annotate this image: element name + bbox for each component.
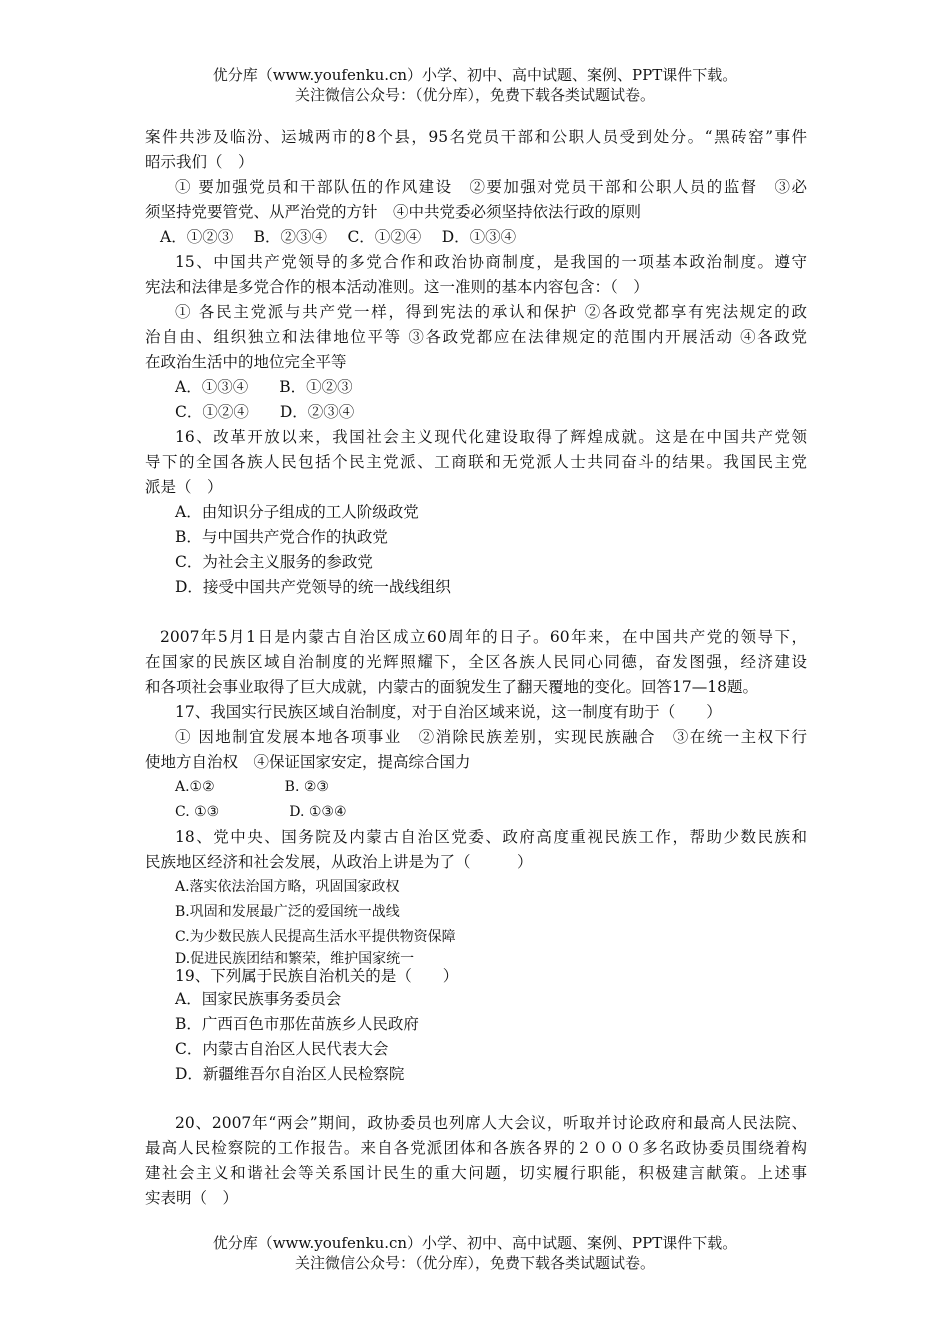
q17-answer-cd: C. ①③ D. ①③④ xyxy=(175,804,347,820)
q18-stem-line-1: 18、党中央、国务院及内蒙古自治区党委、政府高度重视民族工作，帮助少数民族和 xyxy=(175,828,807,846)
q16-option-b: B．与中国共产党合作的执政党 xyxy=(175,528,388,546)
passage-line-1: 2007年5月1日是内蒙古自治区成立60周年的日子。60年来，在中国共产党的领导下， xyxy=(160,628,807,646)
q20-stem-line-4: 实表明（ ） xyxy=(145,1189,239,1207)
q16-option-a: A．由知识分子组成的工人阶级政党 xyxy=(175,503,419,521)
q19-option-d: D．新疆维吾尔自治区人民检察院 xyxy=(175,1065,405,1083)
q15-options-line-1: ① 各民主党派与共产党一样，得到宪法的承认和保护 ②各政党都享有宪法规定的政 xyxy=(175,303,807,321)
q15-stem-line-2: 宪法和法律是多党合作的根本活动准则。这一准则的基本内容包含：（ ） xyxy=(145,278,649,296)
q20-stem-line-3: 建社会主义和谐社会等关系国计民生的重大问题，切实履行职能，积极建言献策。上述事 xyxy=(145,1164,807,1182)
q16-stem-line-2: 导下的全国各族人民包括个民主党派、工商联和无党派人士共同奋斗的结果。我国民主党 xyxy=(145,453,807,471)
q16-stem-line-3: 派是（ ） xyxy=(145,478,223,496)
q15-options-line-2: 治自由、组织独立和法律地位平等 ③各政党都应在法律规定的范围内开展活动 ④各政党 xyxy=(145,328,807,346)
q17-stem: 17、我国实行民族区域自治制度，对于自治区域来说，这一制度有助于（ ） xyxy=(175,703,722,721)
q14-stem-line-2: 昭示我们（ ） xyxy=(145,153,254,171)
q15-stem-line-1: 15、中国共产党领导的多党合作和政治协商制度，是我国的一项基本政治制度。遵守 xyxy=(175,253,807,271)
q14-stem-line-1: 案件共涉及临汾、运城两市的8个县，95名党员干部和公职人员受到处分。“黑砖窑”事件 xyxy=(145,128,807,146)
q18-option-c: C.为少数民族人民提高生活水平提供物资保障 xyxy=(175,929,456,945)
q15-answer-ab: A．①③④ B．①②③ xyxy=(175,378,353,396)
q20-stem-line-1: 20、2007年“两会”期间，政协委员也列席人大会议，听取并讨论政府和最高人民法院、 xyxy=(175,1114,807,1132)
q19-option-b: B．广西百色市那佐苗族乡人民政府 xyxy=(175,1015,419,1033)
q15-options-line-3: 在政治生活中的地位完全平等 xyxy=(145,353,347,371)
q18-stem-line-2: 民族地区经济和社会发展，从政治上讲是为了（ ） xyxy=(145,853,533,871)
q20-stem-line-2: 最高人民检察院的工作报告。来自各党派团体和各族各界的２０００多名政协委员围绕着构 xyxy=(145,1139,807,1157)
q19-stem: 19、下列属于民族自治机关的是（ ） xyxy=(175,967,459,985)
footer-line-1: 优分库（www.youfenku.cn）小学、初中、高中试题、案例、PPT课件下载。 xyxy=(212,1234,738,1252)
q19-option-c: C．内蒙古自治区人民代表大会 xyxy=(175,1040,389,1058)
passage-line-3: 和各项社会事业取得了巨大成就，内蒙古的面貌发生了翻天覆地的变化。回答17—18题。 xyxy=(145,678,758,696)
q19-option-a: A．国家民族事务委员会 xyxy=(175,990,342,1008)
footer-line-2: 关注微信公众号：（优分库），免费下载各类试题试卷。 xyxy=(294,1254,655,1272)
q17-options-line-2: 使地方自治权 ④保证国家安定，提高综合国力 xyxy=(145,753,471,771)
q18-option-a: A.落实依法治国方略，巩固国家政权 xyxy=(175,879,400,895)
q14-answer-choices: A．①②③ B．②③④ C．①②④ D．①③④ xyxy=(160,228,517,246)
q18-option-d: D.促进民族团结和繁荣，维护国家统一 xyxy=(175,951,415,967)
q16-option-d: D．接受中国共产党领导的统一战线组织 xyxy=(175,578,451,596)
q14-options-line-2: 须坚持党要管党、从严治党的方针 ④中共党委必须坚持依法行政的原则 xyxy=(145,203,642,221)
header-line-2: 关注微信公众号：（优分库），免费下载各类试题试卷。 xyxy=(294,86,655,104)
q17-options-line-1: ① 因地制宜发展本地各项事业 ②消除民族差别，实现民族融合 ③在统一主权下行 xyxy=(175,728,807,746)
q18-option-b: B.巩固和发展最广泛的爱国统一战线 xyxy=(175,904,400,920)
q17-answer-ab: A.①② B. ②③ xyxy=(175,779,329,795)
header-line-1: 优分库（www.youfenku.cn）小学、初中、高中试题、案例、PPT课件下载。 xyxy=(212,66,738,84)
q14-options-line-1: ① 要加强党员和干部队伍的作风建设 ②要加强对党员干部和公职人员的监督 ③必 xyxy=(175,178,807,196)
passage-line-2: 在国家的民族区域自治制度的光辉照耀下，全区各族人民同心同德，奋发图强，经济建设 xyxy=(145,653,807,671)
q16-option-c: C．为社会主义服务的参政党 xyxy=(175,553,373,571)
q15-answer-cd: C．①②④ D．②③④ xyxy=(175,403,355,421)
q16-stem-line-1: 16、改革开放以来，我国社会主义现代化建设取得了辉煌成就。这是在中国共产党领 xyxy=(175,428,807,446)
